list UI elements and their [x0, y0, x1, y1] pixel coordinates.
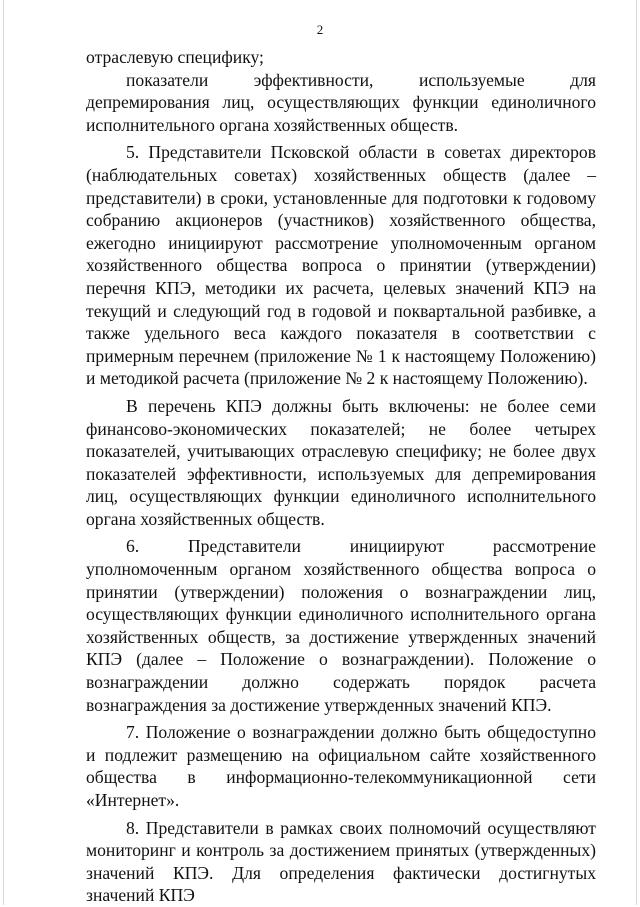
paragraph-indicators: показатели эффективности, используемые для депремирования лиц, осуществляющих функции единоличного исполнительного органа хозяйственных обществ.	[86, 69, 596, 135]
document-body	[86, 46, 596, 907]
scan-edge-left	[3, 0, 4, 905]
page-number: 2	[316, 22, 324, 37]
paragraph-item-8: 8. Представители в рамках своих полномочий осуществляют мониторинг и контроль за достижением принятых (утвержденных) значений КПЭ. Для определения фактически достигнутых значений КПЭ	[86, 817, 596, 906]
paragraph-item-7: 7. Положение о вознаграждении должно быть общедоступно и подлежит размещению на официальном сайте хозяйственного общества в информационно-телекоммуникационной сети «Интернет».	[86, 722, 596, 810]
paragraph-kpi-list: В перечень КПЭ должны быть включены: не более семи финансово-экономических показателей; не более четырех показателей, учитывающих отраслевую специфику; не более двух показателей эффективности, используемых для депремирования лиц, осуществляющих функции единоличного исполнительного органа хозяйственных обществ.	[86, 395, 596, 529]
scan-edge-right	[636, 0, 637, 905]
paragraph-item-6: 6. Представители инициируют рассмотрение уполномоченным органом хозяйственного общества вопроса о принятии (утверждении) положения о вознаграждении лиц, осуществляющих функции единоличного исполнительного органа хозяйственных обществ, за достижение утвержденных значений КПЭ (далее – Положение о вознаграждении). Положение о вознаграждении должно содержать порядок расчета вознаграждения за достижение утвержденных значений КПЭ.	[86, 536, 596, 715]
paragraph-item-5: 5. Представители Псковской области в советах директоров (наблюдательных советах) хозяйственных обществ (далее – представители) в сроки, установленные для подготовки к годовому собранию акционеров (участников) хозяйственного общества, ежегодно инициируют рассмотрение уполномоченным органом хозяйственного общества вопроса о принятии (утверждении) перечня КПЭ, методики их расчета, целевых значений КПЭ на текущий и следующий год в годовой и поквартальной разбивке, а также удельного веса каждого показателя в соответствии с примерным перечнем (приложение № 1 к настоящему Положению) и методикой расчета (приложение № 2 к настоящему Положению).	[86, 142, 596, 389]
paragraph-continuation: отраслевую специфику;	[86, 47, 264, 67]
